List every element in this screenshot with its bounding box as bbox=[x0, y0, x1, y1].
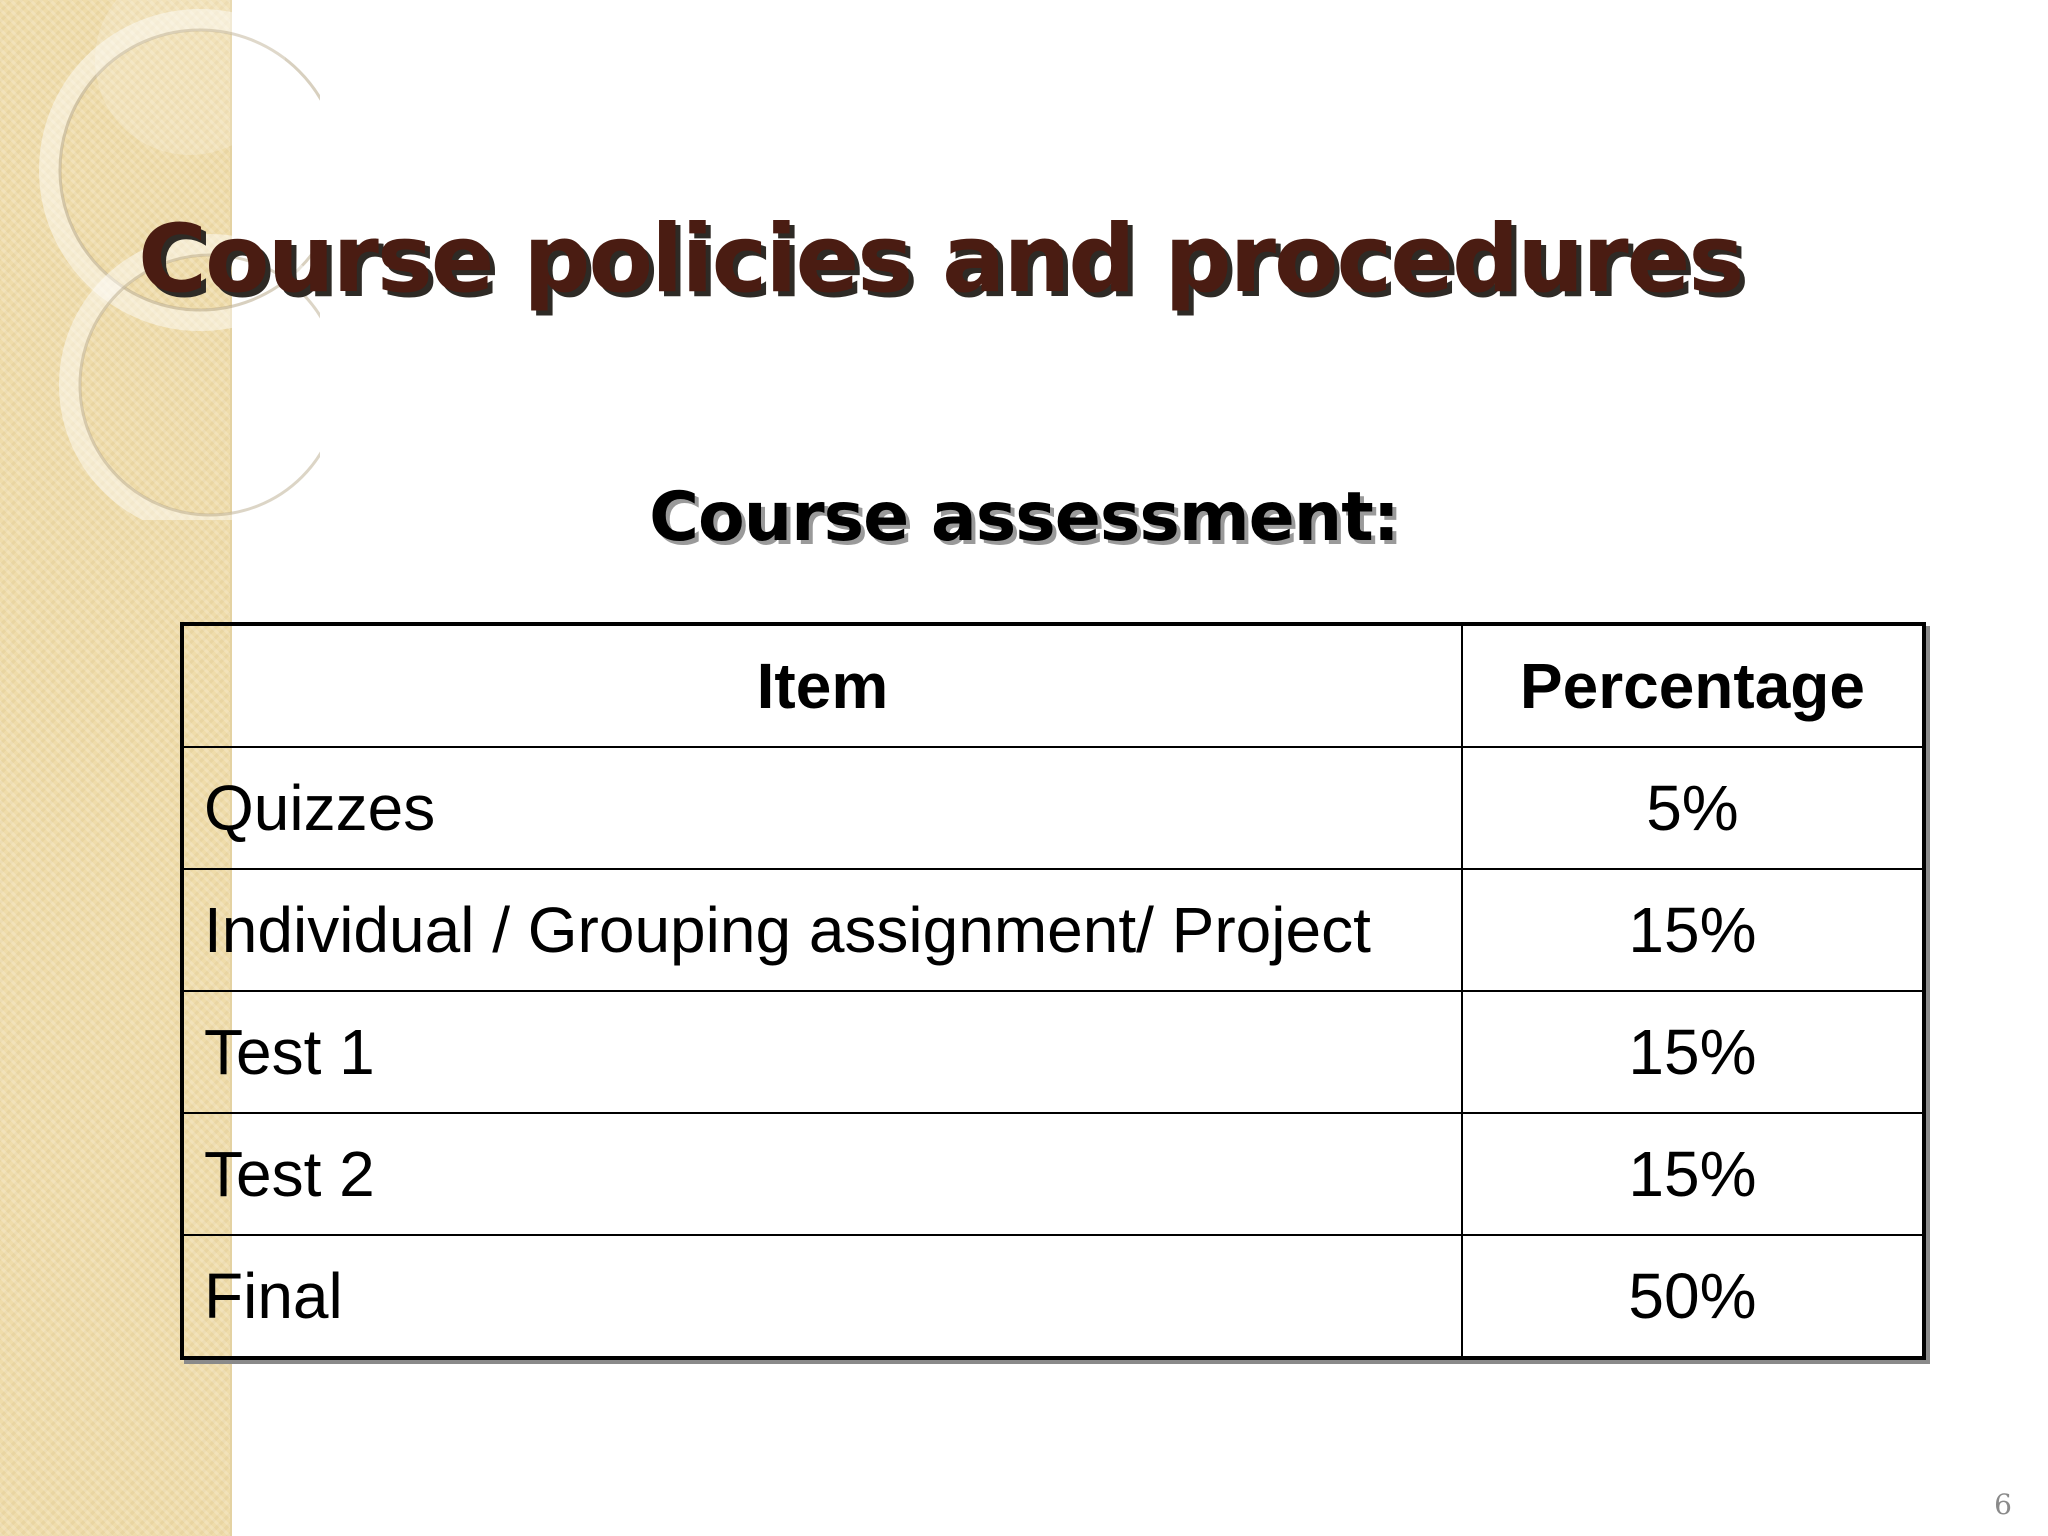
table-row bbox=[182, 1235, 1924, 1358]
header-item: Item bbox=[182, 624, 1462, 747]
item-cell: Quizzes bbox=[182, 747, 1462, 869]
slide-title: Course policies and procedures bbox=[138, 205, 1743, 314]
table-row bbox=[182, 991, 1924, 1113]
table-row bbox=[182, 747, 1924, 869]
table-row bbox=[182, 869, 1924, 991]
percentage-cell: 15% bbox=[1462, 991, 1924, 1113]
assessment-table bbox=[180, 622, 1926, 1360]
item-cell: Final bbox=[182, 1235, 1462, 1358]
table-header-row bbox=[182, 624, 1924, 747]
header-percentage: Percentage bbox=[1462, 624, 1924, 747]
item-cell: Test 1 bbox=[182, 991, 1462, 1113]
item-cell: Individual / Grouping assignment/ Project bbox=[182, 869, 1462, 991]
percentage-cell: 15% bbox=[1462, 869, 1924, 991]
percentage-cell: 50% bbox=[1462, 1235, 1924, 1358]
percentage-cell: 15% bbox=[1462, 1113, 1924, 1235]
page-number: 6 bbox=[1994, 1488, 2012, 1521]
slide-subtitle: Course assessment: bbox=[649, 478, 1399, 557]
percentage-cell: 5% bbox=[1462, 747, 1924, 869]
item-cell: Test 2 bbox=[182, 1113, 1462, 1235]
table-row bbox=[182, 1113, 1924, 1235]
